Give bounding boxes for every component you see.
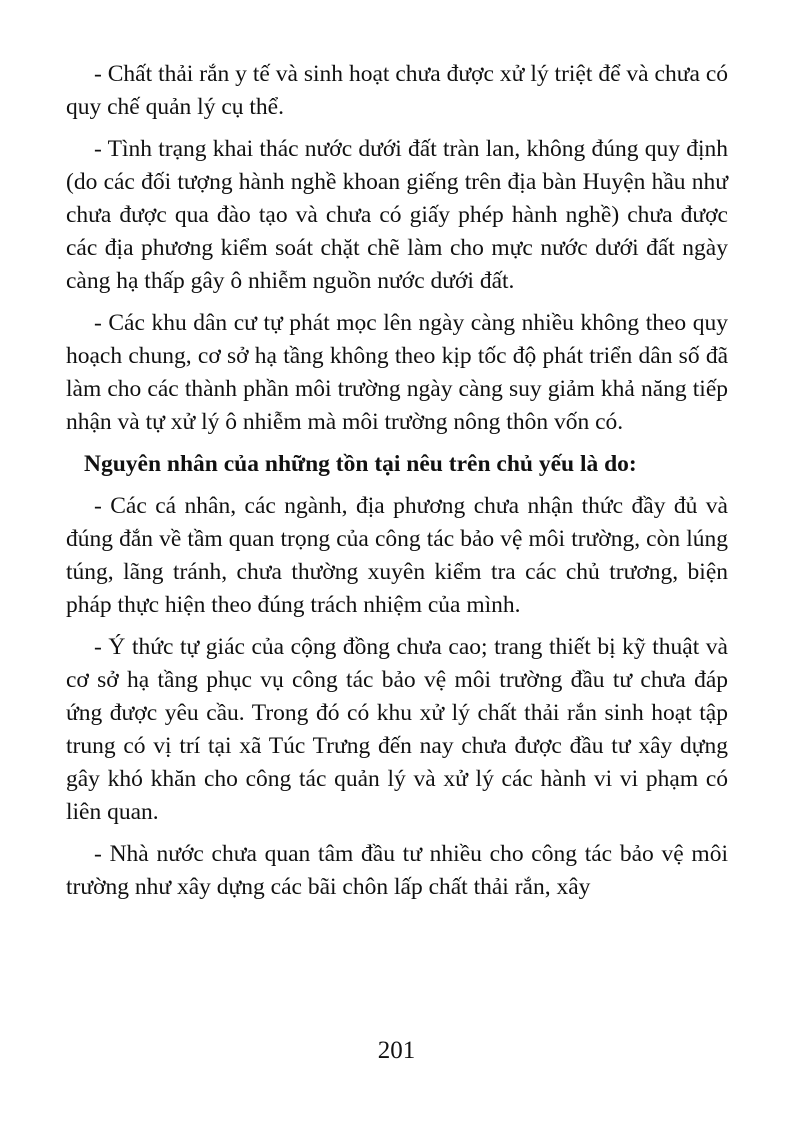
paragraph-residential-areas: - Các khu dân cư tự phát mọc lên ngày càng nhiều không theo quy hoạch chung, cơ sở hạ tầng không theo kịp tốc độ phát triển dân số đã làm cho các thành phần môi trường ngày càng suy giảm khả năng tiếp nhận và tự xử lý ô nhiễm mà môi trường nông thôn vốn có.: [66, 310, 728, 435]
page-number: 201: [377, 1037, 416, 1064]
paragraph-state-investment: - Nhà nước chưa quan tâm đầu tư nhiều cho công tác bảo vệ môi trường như xây dựng các bãi chôn lấp chất thải rắn, xây: [66, 841, 728, 900]
paragraph-solid-waste: - Chất thải rắn y tế và sinh hoạt chưa được xử lý triệt để và chưa có quy chế quản lý cụ thể.: [66, 61, 728, 120]
section-heading-causes: Nguyên nhân của những tồn tại nêu trên chủ yếu là do:: [84, 451, 637, 477]
page-body: [66, 58, 728, 913]
paragraph-awareness: - Các cá nhân, các ngành, địa phương chưa nhận thức đầy đủ và đúng đắn về tầm quan trọng của công tác bảo vệ môi trường, còn lúng túng, lãng tránh, chưa thường xuyên kiểm tra các chủ trương, biện pháp thực hiện theo đúng trách nhiệm của mình.: [66, 493, 728, 618]
paragraph-community: - Ý thức tự giác của cộng đồng chưa cao; trang thiết bị kỹ thuật và cơ sở hạ tầng phục vụ công tác bảo vệ môi trường đầu tư chưa đáp ứng được yêu cầu. Trong đó có khu xử lý chất thải rắn sinh hoạt tập trung có vị trí tại xã Túc Trưng đến nay chưa được đầu tư xây dựng gây khó khăn cho công tác quản lý và xử lý các hành vi vi phạm có liên quan.: [66, 634, 728, 825]
paragraph-groundwater: - Tình trạng khai thác nước dưới đất tràn lan, không đúng quy định (do các đối tượng hành nghề khoan giếng trên địa bàn Huyện hầu như chưa được qua đào tạo và chưa có giấy phép hành nghề) chưa được các địa phương kiểm soát chặt chẽ làm cho mực nước dưới đất ngày càng hạ thấp gây ô nhiễm nguồn nước dưới đất.: [66, 136, 728, 294]
